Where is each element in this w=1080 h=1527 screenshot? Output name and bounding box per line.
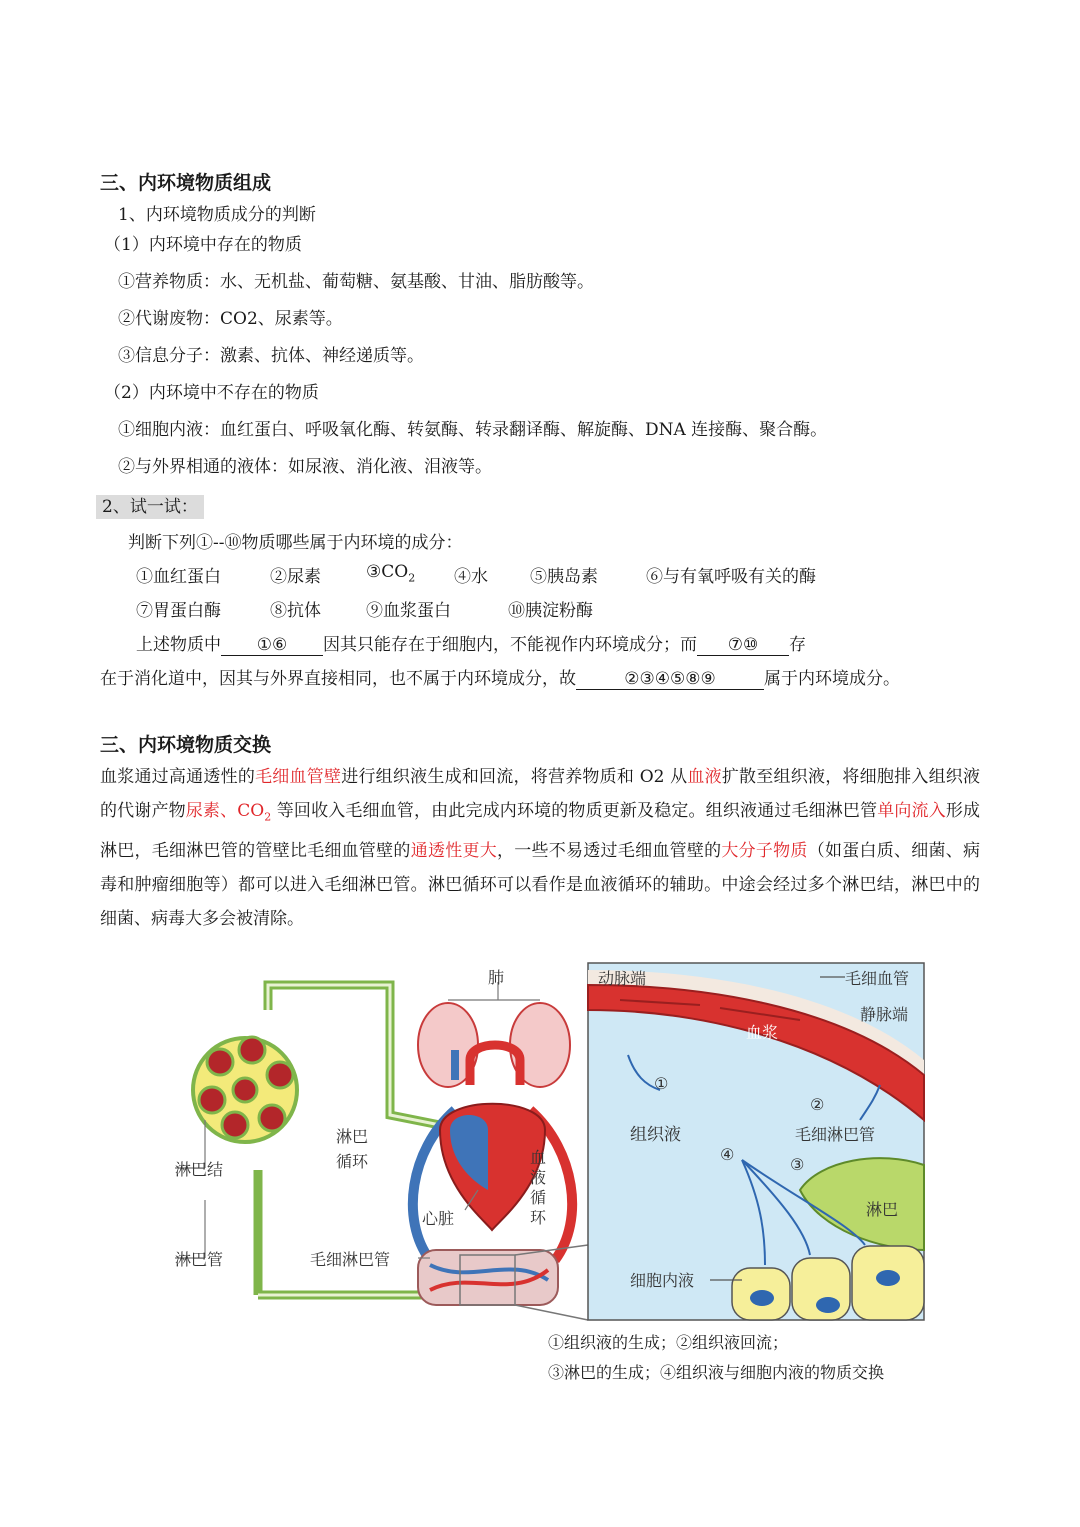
subheading-judgement: 1、内环境物质成分的判断 (118, 205, 316, 225)
para-text-6: ，一些不易透过毛细血管壁的 (497, 841, 722, 862)
para-text-7: （如蛋白质、细菌、病毒和肿瘤细胞等）都可以进入毛细淋巴管。淋巴循环可以看作是血液循环的辅助。中途会经过多个淋巴结，淋巴中的细菌、病毒大多会被清除。 (100, 841, 981, 930)
section-heading-exchange: 三、内环境物质交换 (100, 734, 272, 756)
label-plasma: 血浆 (746, 1023, 779, 1042)
label-lymph-vessel: 淋巴管 (175, 1250, 224, 1269)
option-1: ①血红蛋白 (136, 567, 221, 587)
try-question: 判断下列①--⑩物质哪些属于内环境的成分： (128, 533, 463, 553)
answer-blank-1: ①⑥ (221, 635, 323, 656)
lymph-diagram (175, 968, 588, 1320)
option-2: ②尿素 (270, 567, 321, 587)
label-lymph: 淋巴 (866, 1200, 899, 1219)
answer-blank-2: ⑦⑩ (697, 635, 789, 656)
para-red-1: 毛细血管壁 (255, 767, 342, 787)
subheading-absent: （2）内环境中不存在的物质 (104, 383, 319, 403)
label-lymph-capillary-left: 毛细淋巴管 (310, 1250, 391, 1269)
label-blood-circ-2: 液 (530, 1168, 547, 1187)
subheading-present: （1）内环境中存在的物质 (104, 235, 302, 255)
label-capillary: 毛细血管 (845, 969, 910, 988)
answer2-pre: 在于消化道中，因其与外界直接相同，也不属于内环境成分，故 (100, 669, 576, 689)
answer-blank-3: ②③④⑤⑧⑨ (576, 669, 764, 690)
label-lung: 肺 (488, 968, 505, 987)
option-5: ⑤胰岛素 (530, 567, 598, 587)
para-red-6: 大分子物质 (721, 841, 808, 862)
try-label-text: 2、试一试： (96, 495, 204, 519)
present-item-3: ③信息分子：激素、抗体、神经递质等。 (118, 346, 424, 366)
absent-item-2: ②与外界相通的液体：如尿液、消化液、泪液等。 (118, 457, 492, 477)
figure-caption-2: ③淋巴的生成；④组织液与细胞内液的物质交换 (548, 1363, 885, 1382)
marker-4: ④ (720, 1145, 735, 1164)
answer-pre: 上述物质中 (136, 635, 221, 655)
option-9: ⑨血浆蛋白 (366, 601, 451, 621)
label-lymph-capillary-right: 毛细淋巴管 (795, 1125, 876, 1144)
option-10: ⑩胰淀粉酶 (508, 601, 593, 621)
option-3-text: ③CO (366, 562, 409, 582)
label-lymph-circ-2: 循环 (336, 1152, 369, 1171)
present-item-1: ①营养物质：水、无机盐、葡萄糖、氨基酸、甘油、脂肪酸等。 (118, 272, 594, 292)
label-blood-circ-3: 循 (530, 1188, 547, 1207)
para-text-5: 形成淋巴，毛细淋巴管的管壁比毛细血管壁的 (100, 801, 981, 862)
para-red-4: 单向流入 (877, 801, 946, 821)
para-text-2: 进行组织液生成和回流，将营养物质和 O2 从 (341, 767, 688, 787)
answer2-post: 属于内环境成分。 (764, 669, 900, 689)
label-blood-circ-4: 环 (530, 1208, 547, 1227)
lymph-vessel-bottom (258, 1170, 430, 1295)
label-tissue-fluid: 组织液 (630, 1125, 681, 1145)
answer-mid: 因其只能存在于细胞内，不能视作内环境成分；而 (323, 635, 697, 655)
option-4: ④水 (454, 567, 488, 587)
para-red-2: 血液 (687, 767, 722, 787)
label-arterial-end: 动脉端 (598, 969, 647, 988)
label-intracellular: 细胞内液 (630, 1271, 695, 1290)
option-7: ⑦胃蛋白酶 (136, 601, 221, 621)
figure-caption-1: ①组织液的生成；②组织液回流； (548, 1333, 789, 1352)
label-lymph-node: 淋巴结 (175, 1160, 224, 1179)
marker-1: ① (654, 1074, 669, 1093)
label-lymph-circ-1: 淋巴 (336, 1127, 369, 1146)
capillary-detail (588, 963, 924, 1320)
absent-item-1: ①细胞内液：血红蛋白、呼吸氧化酶、转氨酶、转录翻译酶、解旋酶、DNA 连接酶、聚合酶。 (118, 420, 828, 440)
label-heart: 心脏 (422, 1209, 455, 1228)
para-red-3-sub: 2 (264, 810, 272, 824)
answer-post: 存 (789, 635, 806, 655)
option-6: ⑥与有氧呼吸有关的酶 (646, 567, 816, 587)
present-item-2: ②代谢废物：CO2、尿素等。 (118, 309, 343, 329)
label-venous-end: 静脉端 (860, 1005, 909, 1024)
para-red-5: 通透性更大 (410, 841, 497, 862)
para-text-1: 血浆通过高通透性的 (100, 767, 256, 787)
marker-2: ② (810, 1095, 825, 1114)
section-heading-composition: 三、内环境物质组成 (100, 172, 272, 194)
marker-3: ③ (790, 1155, 805, 1174)
option-8: ⑧抗体 (270, 601, 321, 621)
para-red-3-text: 尿素、CO (185, 801, 265, 821)
para-text-4: 等回收入毛细血管，由此完成内环境的物质更新及稳定。组织液通过毛细淋巴管 (271, 801, 878, 821)
label-blood-circ-1: 血 (530, 1148, 547, 1167)
para-text-3: 扩散至组织液，将细胞排入组织液的代谢产物 (100, 767, 981, 821)
option-3-subscript: 2 (408, 571, 416, 585)
